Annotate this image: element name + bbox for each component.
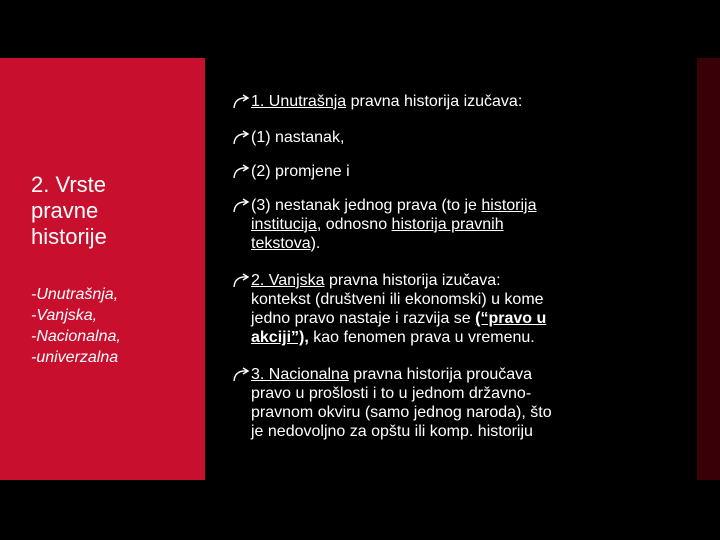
underlined-text: 2. Vanjska <box>251 272 325 289</box>
underlined-text: 3. Nacionalna <box>251 366 349 383</box>
bullet-item-national <box>232 365 682 441</box>
subtitle-line: -univerzalna <box>31 349 119 366</box>
underlined-text: akciji”), <box>251 329 309 346</box>
slide-title-line: historije <box>31 224 107 249</box>
subtitle-line: -Unutrašnja, <box>31 286 119 303</box>
curved-arrow-bullet-icon <box>232 197 252 215</box>
bottom-band <box>0 480 720 540</box>
underlined-text: historija pravnih <box>391 216 504 233</box>
bullet-line: pravnom okviru (samo jednog naroda), što <box>251 404 552 421</box>
underlined-text: institucija <box>251 216 317 233</box>
bullet-line <box>251 309 682 328</box>
bullet-item-end <box>232 196 682 253</box>
bullet-text: (2) promjene i <box>251 163 350 180</box>
underlined-text: historija <box>481 197 537 214</box>
curved-arrow-bullet-icon <box>232 129 252 147</box>
bullet-line: kontekst (društveni ili ekonomski) u kome <box>251 291 544 308</box>
top-band <box>0 0 720 58</box>
bullet-item-internal <box>232 92 682 111</box>
bullet-item-origin <box>232 128 682 147</box>
right-accent-bar <box>697 58 720 480</box>
bullet-line <box>251 328 682 347</box>
bullet-line <box>251 215 682 234</box>
bullet-text: (3) nestanak jednog prava (to je <box>251 197 482 214</box>
underlined-text: tekstova <box>251 235 311 252</box>
curved-arrow-bullet-icon <box>232 272 252 290</box>
curved-arrow-bullet-icon <box>232 366 252 384</box>
bullet-line <box>251 196 682 215</box>
bullet-text: pravna historija izučava: <box>346 93 523 110</box>
bullet-text: (1) nastanak, <box>251 129 345 146</box>
title-panel <box>0 58 205 480</box>
bullet-label: 1. Unutrašnja <box>251 93 347 110</box>
bullet-line: je nedovoljno za opštu ili komp. historiju <box>251 423 533 440</box>
curved-arrow-bullet-icon <box>232 93 252 111</box>
bullet-text: pravna historija proučava <box>348 366 533 383</box>
bullet-text: ). <box>310 235 321 252</box>
underlined-text: (“pravo u <box>475 310 547 327</box>
bullet-text: , odnosno <box>316 216 392 233</box>
bullet-line: pravo u prošlosti i to u jednom državno- <box>251 385 532 402</box>
bullet-text: kao fenomen prava u vremenu. <box>308 329 535 346</box>
bullet-list <box>232 92 682 441</box>
slide-subtitle <box>31 284 201 368</box>
bullet-item-changes <box>232 162 682 181</box>
slide-title-line: pravne <box>31 198 99 223</box>
slide-title-line: 2. Vrste <box>31 172 106 197</box>
bullet-line <box>251 271 682 290</box>
bullet-item-external <box>232 271 682 347</box>
subtitle-line: -Vanjska, <box>31 307 98 324</box>
bullet-line <box>251 234 682 253</box>
bullet-text: pravna historija izučava: <box>324 272 501 289</box>
slide-title <box>31 172 201 250</box>
subtitle-line: -Nacionalna, <box>31 328 121 345</box>
bullet-line <box>251 365 682 384</box>
bullet-text: jedno pravo nastaje i razvija se <box>251 310 476 327</box>
curved-arrow-bullet-icon <box>232 163 252 181</box>
